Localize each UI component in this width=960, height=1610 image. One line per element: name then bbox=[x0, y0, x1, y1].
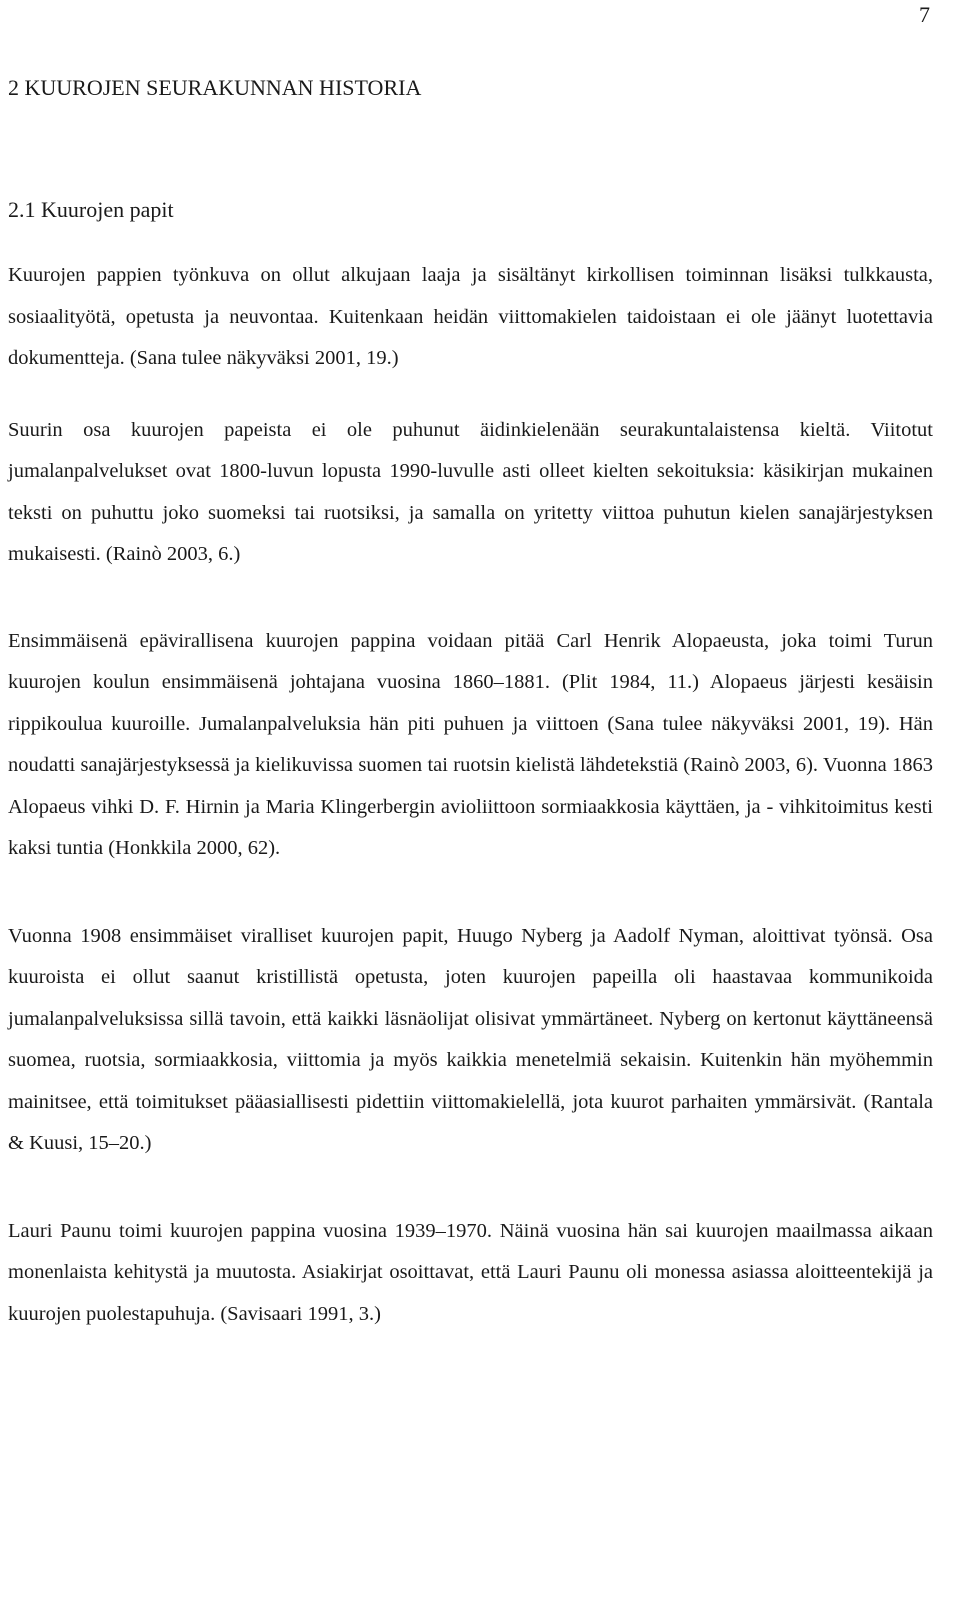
document-body bbox=[8, 73, 933, 1335]
paragraph-3: Ensimmäisenä epävirallisena kuurojen pappina voidaan pitää Carl Henrik Alopaeusta, joka toimi Turun kuurojen koulun ensimmäisenä johtajana vuosina 1860–1881. (Plit 1984, 11.) Alopaeus järjesti kesäisin rippikoulua kuuroille. Jumalanpalveluksia hän piti puhuen ja viittoen (Sana tulee näkyväksi 2001, 19). Hän noudatti sanajärjestyksessä ja kielikuvissa suomen tai ruotsin kielistä lähdetekstiä (Rainò 2003, 6). Vuonna 1863 Alopaeus vihki D. F. Hirnin ja Maria Klingerbergin avioliittoon sormiaakkosia käyttäen, ja - vihkitoimitus kesti kaksi tuntia (Honkkila 2000, 62). bbox=[8, 629, 933, 859]
section-title: 2.1 Kuurojen papit bbox=[8, 197, 174, 222]
paragraph-1: Kuurojen pappien työnkuva on ollut alkujaan laaja ja sisältänyt kirkollisen toiminnan lisäksi tulkkausta, sosiaalityötä, opetusta ja neuvontaa. Kuitenkaan heidän viittomakielen taidoistaan ei ole jäänyt luotettavia dokumentteja. (Sana tulee näkyväksi 2001, 19.) bbox=[8, 264, 933, 369]
paragraph-4: Vuonna 1908 ensimmäiset viralliset kuurojen papit, Huugo Nyberg ja Aadolf Nyman, aloittivat työnsä. Osa kuuroista ei ollut saanut kristillistä opetusta, joten kuurojen papeilla oli haastavaa kommunikoida jumalanpalveluksissa sillä tavoin, että kaikki läsnäolijat olisivat ymmärtäneet. Nyberg on kertonut käyttäneensä suomea, ruotsia, sormiaakkosia, viittomia ja myös kaikkia menetelmiä sekaisin. Kuitenkin hän myöhemmin mainitsee, että toimitukset pääasiallisesti pidettiin viittomakielellä, jota kuurot parhaiten ymmärsivät. (Rantala & Kuusi, 15–20.) bbox=[8, 924, 933, 1154]
paragraph-2: Suurin osa kuurojen papeista ei ole puhunut äidinkielenään seurakuntalaistensa kieltä. Viitotut jumalanpalvelukset ovat 1800-luvun lopusta 1990-luvulle asti olleet kielten sekoituksia: käsikirjan mukainen teksti on puhuttu joko suomeksi tai ruotsiksi, ja samalla on yritetty viittoa puhutun kielen sanajärjestyksen mukaisesti. (Rainò 2003, 6.) bbox=[8, 418, 933, 565]
paragraph-5: Lauri Paunu toimi kuurojen pappina vuosina 1939–1970. Näinä vuosina hän sai kuurojen maailmassa aikaan monenlaista kehitystä ja muutosta. Asiakirjat osoittavat, että Lauri Paunu oli monessa asiassa aloitteentekijä ja kuurojen puolestapuhuja. (Savisaari 1991, 3.) bbox=[8, 1219, 933, 1325]
page-number: 7 bbox=[919, 2, 930, 27]
chapter-title: 2 KUUROJEN SEURAKUNNAN HISTORIA bbox=[8, 75, 422, 100]
